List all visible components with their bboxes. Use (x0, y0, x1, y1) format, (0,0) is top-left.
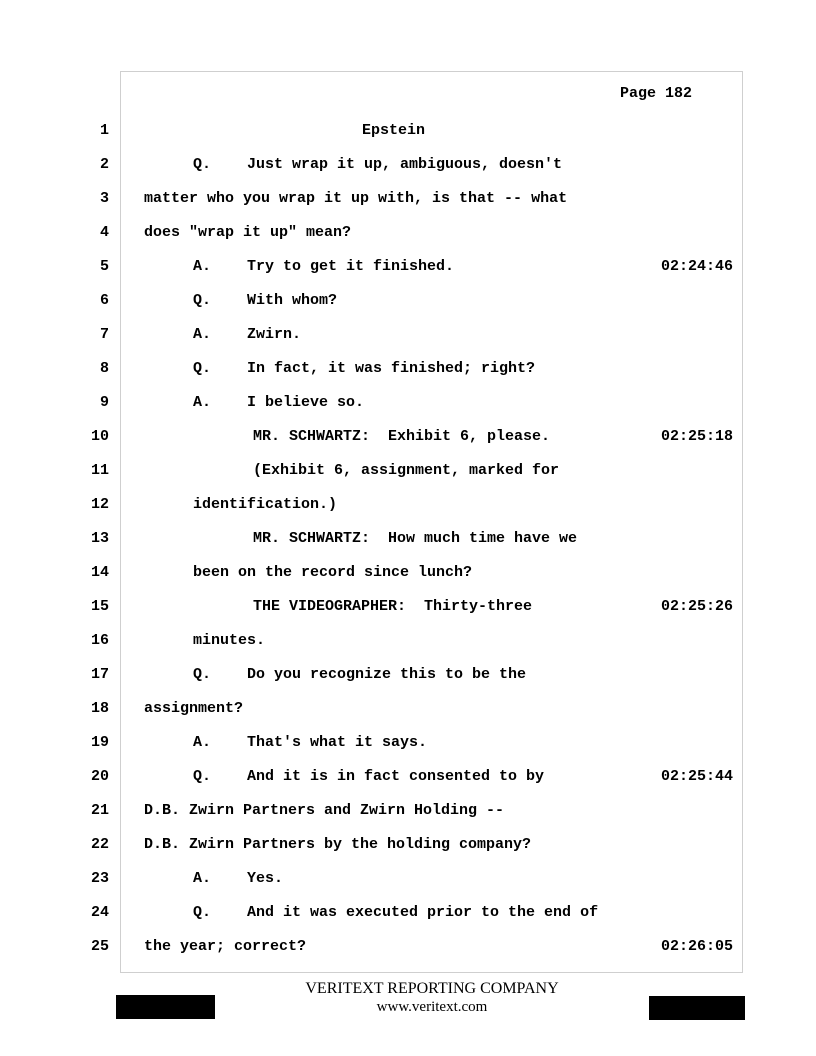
redaction-box-right (649, 996, 745, 1020)
transcript-line (0, 904, 816, 924)
line-text: Q. Do you recognize this to be the (193, 666, 527, 683)
line-number: 1 (99, 122, 109, 139)
line-number: 25 (90, 938, 109, 955)
transcript-line (0, 326, 816, 346)
line-number: 18 (90, 700, 109, 717)
line-number: 3 (99, 190, 109, 207)
line-number: 10 (90, 428, 109, 445)
transcript-line (0, 768, 816, 788)
transcript-line (0, 292, 816, 312)
transcript-line (0, 258, 816, 278)
line-text: MR. SCHWARTZ: How much time have we (253, 530, 578, 547)
line-number: 13 (90, 530, 109, 547)
transcript-line (0, 734, 816, 754)
line-number: 9 (99, 394, 109, 411)
line-number: 17 (90, 666, 109, 683)
footer-url: www.veritext.com (376, 999, 488, 1015)
page-number: Page 182 (620, 85, 693, 102)
line-number: 20 (90, 768, 109, 785)
transcript-line (0, 938, 816, 958)
line-timestamp: 02:25:18 (661, 428, 734, 445)
transcript-line (0, 428, 816, 448)
line-timestamp: 02:26:05 (661, 938, 734, 955)
line-text: A. I believe so. (193, 394, 365, 411)
line-text: identification.) (193, 496, 338, 513)
line-text: A. Zwirn. (193, 326, 302, 343)
line-text: been on the record since lunch? (193, 564, 473, 581)
line-number: 21 (90, 802, 109, 819)
line-number: 14 (90, 564, 109, 581)
transcript-line (0, 632, 816, 652)
line-text: Epstein (362, 122, 426, 139)
line-number: 6 (99, 292, 109, 309)
line-text: does "wrap it up" mean? (144, 224, 352, 241)
transcript-line (0, 700, 816, 720)
transcript-line (0, 224, 816, 244)
line-number: 15 (90, 598, 109, 615)
line-text: A. Try to get it finished. (193, 258, 455, 275)
line-number: 4 (99, 224, 109, 241)
transcript-line (0, 666, 816, 686)
transcript-line (0, 598, 816, 618)
line-text: A. Yes. (193, 870, 284, 887)
line-text: Q. And it was executed prior to the end of (193, 904, 599, 921)
line-number: 22 (90, 836, 109, 853)
line-timestamp: 02:25:44 (661, 768, 734, 785)
line-text: matter who you wrap it up with, is that -- what (144, 190, 568, 207)
line-number: 24 (90, 904, 109, 921)
line-number: 19 (90, 734, 109, 751)
line-text: (Exhibit 6, assignment, marked for (253, 462, 560, 479)
line-text: Q. And it is in fact consented to by (193, 768, 545, 785)
transcript-line (0, 360, 816, 380)
transcript-line (0, 496, 816, 516)
line-text: assignment? (144, 700, 244, 717)
line-text: THE VIDEOGRAPHER: Thirty-three (253, 598, 533, 615)
transcript-line (0, 836, 816, 856)
transcript-line (0, 530, 816, 550)
transcript-line (0, 462, 816, 482)
line-number: 7 (99, 326, 109, 343)
line-text: Q. With whom? (193, 292, 338, 309)
redaction-box-left (116, 995, 215, 1019)
transcript-line (0, 870, 816, 890)
line-text: Q. Just wrap it up, ambiguous, doesn't (193, 156, 563, 173)
line-text: the year; correct? (144, 938, 307, 955)
line-number: 12 (90, 496, 109, 513)
transcript-line (0, 564, 816, 584)
transcript-line (0, 122, 816, 142)
line-timestamp: 02:24:46 (661, 258, 734, 275)
line-text: MR. SCHWARTZ: Exhibit 6, please. (253, 428, 551, 445)
line-text: minutes. (193, 632, 266, 649)
line-number: 5 (99, 258, 109, 275)
line-timestamp: 02:25:26 (661, 598, 734, 615)
line-number: 2 (99, 156, 109, 173)
line-text: A. That's what it says. (193, 734, 428, 751)
transcript-line (0, 802, 816, 822)
footer-company: VERITEXT REPORTING COMPANY (305, 980, 559, 997)
line-text: D.B. Zwirn Partners and Zwirn Holding -- (144, 802, 505, 819)
line-text: D.B. Zwirn Partners by the holding company? (144, 836, 532, 853)
line-text: Q. In fact, it was finished; right? (193, 360, 536, 377)
line-number: 11 (90, 462, 109, 479)
line-number: 8 (99, 360, 109, 377)
line-number: 23 (90, 870, 109, 887)
transcript-line (0, 394, 816, 414)
transcript-line (0, 156, 816, 176)
line-number: 16 (90, 632, 109, 649)
transcript-line (0, 190, 816, 210)
